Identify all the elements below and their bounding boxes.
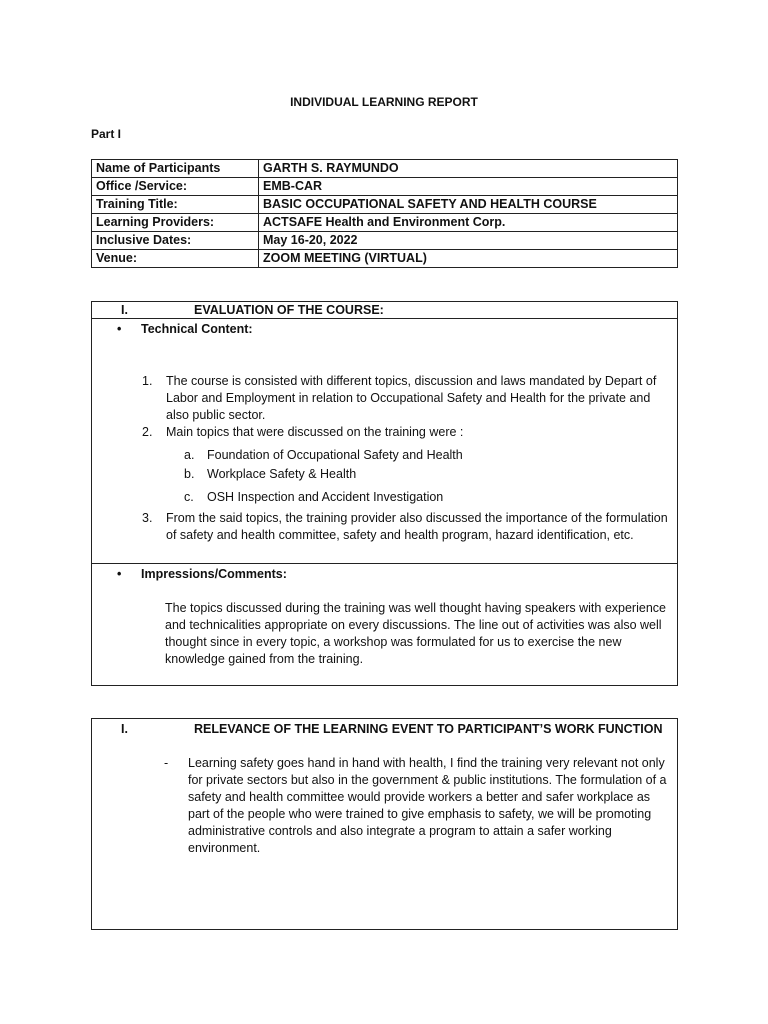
list-number: 1.	[142, 374, 153, 388]
table-cell-value: BASIC OCCUPATIONAL SAFETY AND HEALTH COURSE	[259, 196, 678, 214]
table-cell-value: GARTH S. RAYMUNDO	[259, 160, 678, 178]
section-heading: RELEVANCE OF THE LEARNING EVENT TO PARTICIPANT’S WORK FUNCTION	[194, 722, 663, 736]
list-item	[142, 510, 668, 544]
table-cell-label: Inclusive Dates:	[92, 232, 259, 250]
section-number: I.	[121, 303, 128, 317]
table-cell-label: Learning Providers:	[92, 214, 259, 232]
lettered-list	[184, 447, 664, 506]
relevance-section	[91, 718, 678, 930]
list-item	[184, 466, 664, 489]
list-item	[142, 424, 668, 441]
list-item	[184, 489, 664, 506]
evaluation-heading	[92, 302, 677, 319]
list-item	[184, 447, 664, 466]
bullet-icon: •	[117, 567, 122, 581]
table-cell-label: Training Title:	[92, 196, 259, 214]
table-cell-value: May 16-20, 2022	[259, 232, 678, 250]
impressions-section	[92, 564, 677, 685]
subsection-label: Technical Content:	[141, 322, 253, 336]
section-number: I.	[121, 722, 128, 736]
table-cell-value: ACTSAFE Health and Environment Corp.	[259, 214, 678, 232]
participant-info-table	[91, 159, 678, 268]
list-number: 2.	[142, 425, 153, 439]
list-item	[142, 373, 668, 424]
table-cell-label: Name of Participants	[92, 160, 259, 178]
list-number: 3.	[142, 511, 153, 525]
dash-bullet: -	[164, 756, 169, 770]
list-item-text: Workplace Safety & Health	[207, 467, 357, 481]
relevance-text: Learning safety goes hand in hand with health, I find the training very relevant not only for private sectors but also in the government & public institutions. The formulation of a safety and health committee would provide workers a better and safer workplace as part of the people who were trained to give emphasis to safety, we will be promoting administrative controls and also integrate a program to attain a safer working environment.	[188, 756, 667, 855]
bullet-icon: •	[117, 322, 122, 336]
part-label: Part I	[91, 127, 122, 141]
evaluation-section	[91, 301, 678, 686]
table-row	[92, 196, 678, 214]
technical-content-section	[92, 319, 677, 564]
table-row	[92, 250, 678, 268]
list-item-text: The course is consisted with different topics, discussion and laws mandated by Depart of Labor and Employment in relation to Occupational Safety and Health for the private and also public sector.	[166, 374, 657, 422]
table-cell-label: Venue:	[92, 250, 259, 268]
document-title: INDIVIDUAL LEARNING REPORT	[290, 95, 478, 109]
table-cell-value: EMB-CAR	[259, 178, 678, 196]
table-row	[92, 232, 678, 250]
table-row	[92, 178, 678, 196]
impressions-text: The topics discussed during the training was well thought having speakers with experience and technicalities appropriate on every discussions. The line out of activities was also well thought since in every topic, a workshop was formulated for us to exercise the new knowledge gained from the training.	[165, 601, 666, 666]
list-letter: a.	[184, 448, 195, 462]
list-letter: c.	[184, 490, 194, 504]
list-item-text: Foundation of Occupational Safety and Health	[207, 448, 463, 462]
table-row	[92, 214, 678, 232]
list-item-text: Main topics that were discussed on the training were :	[166, 425, 464, 439]
numbered-list	[142, 510, 668, 544]
section-heading: EVALUATION OF THE COURSE:	[194, 303, 384, 317]
list-item-text: OSH Inspection and Accident Investigation	[207, 490, 444, 504]
table-cell-label: Office /Service:	[92, 178, 259, 196]
numbered-list	[142, 373, 668, 441]
table-cell-value: ZOOM MEETING (VIRTUAL)	[259, 250, 678, 268]
list-item-text: From the said topics, the training provider also discussed the importance of the formulation of safety and health committee, safety and health program, hazard identification, etc.	[166, 511, 668, 542]
subsection-label: Impressions/Comments:	[141, 567, 287, 581]
list-letter: b.	[184, 467, 195, 481]
table-row	[92, 160, 678, 178]
